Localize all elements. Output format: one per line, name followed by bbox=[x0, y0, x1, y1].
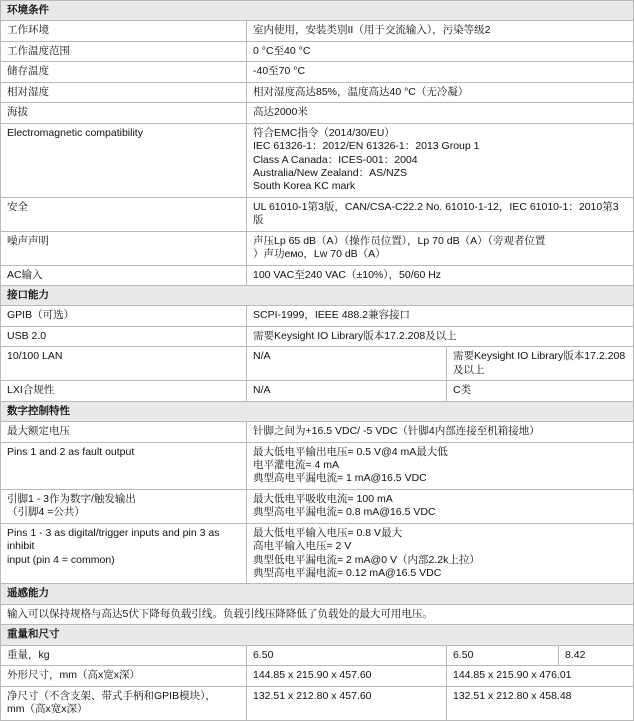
section-title-dimensions: 重量和尺寸 bbox=[1, 625, 634, 645]
table-row bbox=[1, 489, 634, 523]
section-header-digital bbox=[1, 401, 634, 421]
row-label-humidity: 相对湿度 bbox=[1, 82, 247, 102]
table-row bbox=[1, 604, 634, 624]
row-value-pins-fault bbox=[247, 442, 634, 489]
row-label-net-dim bbox=[1, 686, 247, 720]
row-value-acoustic bbox=[247, 231, 634, 265]
emc-line-4: Australia/New Zealand：AS/NZS bbox=[253, 166, 408, 179]
acoustic-line-2: ）声功емо，Lw 70 dB（A） bbox=[253, 248, 386, 261]
table-row bbox=[1, 123, 634, 197]
row-label-pins-digital-out bbox=[1, 489, 247, 523]
row-value-remote-text: 输入可以保持规格与高达5伏下降每负载引线。负载引线压降降低了负载处的最大可用电压。 bbox=[1, 604, 634, 624]
row-value-usb: 需要Keysight IO Library版本17.2.208及以上 bbox=[247, 326, 634, 346]
pins-digital-in-line-1: 最大低电平输入电压= 0.8 V最大 bbox=[253, 526, 403, 539]
section-header-environment bbox=[1, 1, 634, 21]
emc-line-1: 符合EMC指令（2014/30/EU） bbox=[253, 126, 395, 139]
pins-fault-line-3: 典型高电平漏电流= 1 mA@16.5 VDC bbox=[253, 472, 427, 485]
pins-digital-out-line-2: 典型高电平漏电流= 0.8 mA@16.5 VDC bbox=[253, 506, 436, 519]
row-value-lan-1: N/A bbox=[247, 347, 447, 381]
row-value-lxi-2: C类 bbox=[447, 381, 634, 401]
emc-line-3: Class A Canada：ICES-001：2004 bbox=[253, 153, 418, 166]
row-label-weight: 重量，kg bbox=[1, 645, 247, 665]
pins-digital-out-line-1: 最大低电平吸收电流= 100 mA bbox=[253, 492, 393, 505]
section-title-remote: 遥感能力 bbox=[1, 584, 634, 604]
row-label-emc: Electromagnetic compatibility bbox=[1, 123, 247, 197]
row-value-net-dim-2: 132.51 x 212.80 x 458.48 bbox=[447, 686, 634, 720]
row-label-storage-temp: 储存温度 bbox=[1, 62, 247, 82]
table-row bbox=[1, 666, 634, 686]
net-dim-label-line-2: mm（高x宽x深） bbox=[7, 703, 88, 716]
row-label-pins-digital-in bbox=[1, 523, 247, 584]
pins-digital-in-line-3: 典型低电平漏电流= 2 mA@0 V（内部2.2k上拉） bbox=[253, 553, 480, 566]
pins-digital-in-line-2: 高电平输入电压= 2 V bbox=[253, 540, 352, 553]
table-row bbox=[1, 686, 634, 720]
row-label-operating-temp: 工作温度范围 bbox=[1, 41, 247, 61]
emc-line-2: IEC 61326-1：2012/EN 61326-1：2013 Group 1 bbox=[253, 140, 480, 153]
row-value-weight-2: 6.50 bbox=[447, 645, 559, 665]
table-row bbox=[1, 326, 634, 346]
table-row bbox=[1, 306, 634, 326]
row-label-operating-env: 工作环境 bbox=[1, 21, 247, 41]
row-value-ac-input: 100 VAC至240 VAC（±10%），50/60 Hz bbox=[247, 265, 634, 285]
table-row bbox=[1, 82, 634, 102]
section-title-interface: 接口能力 bbox=[1, 286, 634, 306]
row-value-weight-1: 6.50 bbox=[247, 645, 447, 665]
pins-fault-line-2: 电平灌电流= 4 mA bbox=[253, 458, 340, 471]
row-value-lan-2: 需要Keysight IO Library版本17.2.208及以上 bbox=[447, 347, 634, 381]
row-label-outer-dim: 外形尺寸，mm（高x宽x深） bbox=[1, 666, 247, 686]
net-dim-label-line-1: 净尺寸（不含支架、带式手柄和GPIB模块）， bbox=[7, 689, 216, 702]
row-label-lan: 10/100 LAN bbox=[1, 347, 247, 381]
row-label-lxi: LXI合规性 bbox=[1, 381, 247, 401]
section-header-remote bbox=[1, 584, 634, 604]
pins-digital-in-line-4: 典型高电平漏电流= 0.12 mA@16.5 VDC bbox=[253, 567, 442, 579]
row-label-safety: 安全 bbox=[1, 197, 247, 231]
row-value-pins-digital-in bbox=[247, 523, 634, 584]
section-title-environment: 环境条件 bbox=[1, 1, 634, 21]
row-value-lxi-1: N/A bbox=[247, 381, 447, 401]
pins-fault-line-1: 最大低电平输出电压= 0.5 V@4 mA最大低 bbox=[253, 445, 448, 458]
row-value-emc bbox=[247, 123, 634, 197]
row-label-usb: USB 2.0 bbox=[1, 326, 247, 346]
table-row bbox=[1, 265, 634, 285]
table-row bbox=[1, 381, 634, 401]
table-row bbox=[1, 231, 634, 265]
pins-digital-out-label-line-2: （引脚4 =公共） bbox=[7, 506, 85, 519]
row-label-gpib: GPIB（可选） bbox=[1, 306, 247, 326]
row-value-operating-env: 室内使用，安装类别II（用于交流输入），污染等级2 bbox=[247, 21, 634, 41]
row-value-weight-3: 8.42 bbox=[559, 645, 634, 665]
table-row bbox=[1, 523, 634, 584]
row-value-net-dim-1: 132.51 x 212.80 x 457.60 bbox=[247, 686, 447, 720]
table-row bbox=[1, 442, 634, 489]
acoustic-line-1: 声压Lp 65 dB（A）（操作员位置），Lp 70 dB（A）（旁观者位置 bbox=[253, 234, 546, 247]
section-title-digital: 数字控制特性 bbox=[1, 401, 634, 421]
table-row bbox=[1, 347, 634, 381]
pins-digital-in-label-line-1: Pins 1 - 3 as digital/trigger inputs and pin 3 as inhibit bbox=[7, 526, 220, 553]
row-label-altitude: 海拔 bbox=[1, 103, 247, 123]
section-header-dimensions bbox=[1, 625, 634, 645]
table-row bbox=[1, 645, 634, 665]
row-value-altitude: 高达2000米 bbox=[247, 103, 634, 123]
pins-digital-in-label-line-2: input (pin 4 = common) bbox=[7, 553, 115, 566]
row-value-safety: UL 61010-1第3版，CAN/CSA-C22.2 No. 61010-1-12，IEC 61010-1：2010第3版 bbox=[247, 197, 634, 231]
emc-line-5: South Korea KC mark bbox=[253, 180, 356, 193]
row-value-outer-dim-1: 144.85 x 215.90 x 457.60 bbox=[247, 666, 447, 686]
row-label-pins-fault: Pins 1 and 2 as fault output bbox=[1, 442, 247, 489]
section-header-interface bbox=[1, 286, 634, 306]
table-row bbox=[1, 197, 634, 231]
row-value-humidity: 相对湿度高达85%，温度高达40 °C（无冷凝） bbox=[247, 82, 634, 102]
pins-digital-out-label-line-1: 引脚1 - 3作为数字/触发输出 bbox=[7, 492, 136, 505]
table-row bbox=[1, 41, 634, 61]
row-label-max-rated-voltage: 最大额定电压 bbox=[1, 422, 247, 442]
table-row bbox=[1, 422, 634, 442]
row-label-acoustic: 噪声声明 bbox=[1, 231, 247, 265]
row-value-max-rated-voltage: 针脚之间为+16.5 VDC/ -5 VDC（针脚4内部连接至机箱接地） bbox=[247, 422, 634, 442]
row-value-storage-temp: -40至70 °C bbox=[247, 62, 634, 82]
row-value-outer-dim-2: 144.85 x 215.90 x 476.01 bbox=[447, 666, 634, 686]
row-value-gpib: SCPI-1999，IEEE 488.2兼容接口 bbox=[247, 306, 634, 326]
row-value-operating-temp: 0 °C至40 °C bbox=[247, 41, 634, 61]
row-label-ac-input: AC输入 bbox=[1, 265, 247, 285]
table-row bbox=[1, 62, 634, 82]
table-row bbox=[1, 21, 634, 41]
row-value-pins-digital-out bbox=[247, 489, 634, 523]
table-row bbox=[1, 103, 634, 123]
